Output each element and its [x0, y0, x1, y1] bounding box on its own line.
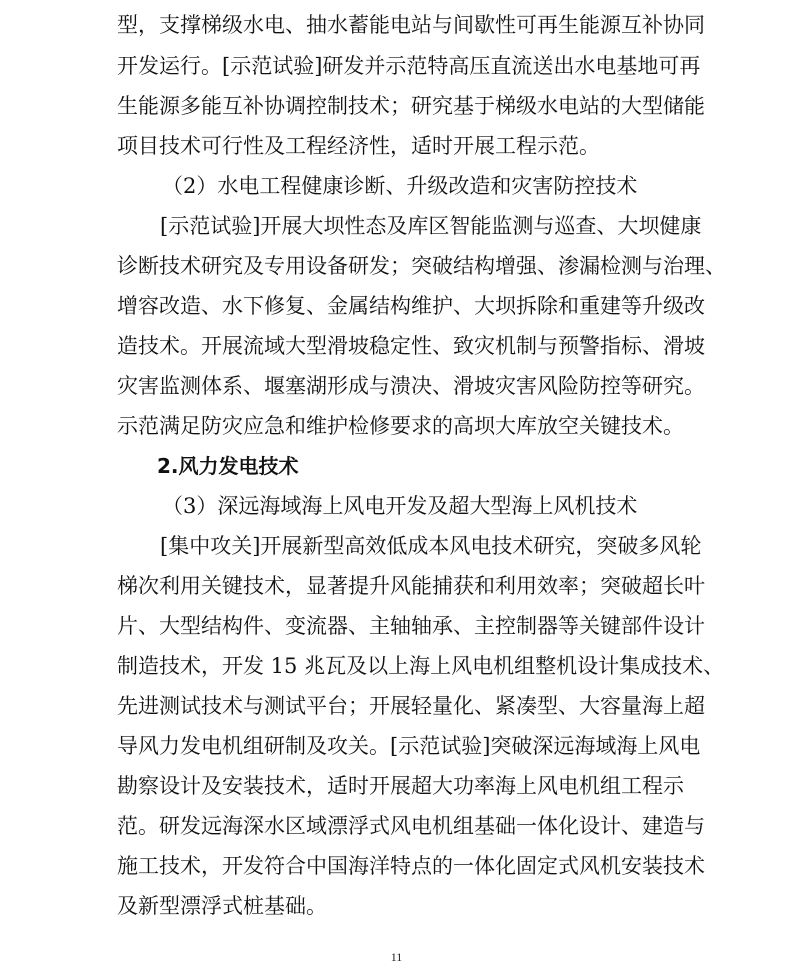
body-text-line: 示范满足防灾应急和维护检修要求的高坝大库放空关键技术。	[117, 414, 684, 438]
body-text-line: 先进测试技术与测试平台；开展轻量化、紧凑型、大容量海上超	[117, 694, 705, 718]
body-text-line: 诊断技术研究及专用设备研发；突破结构增强、渗漏检测与治理、	[117, 254, 726, 278]
body-text-line: 造技术。开展流域大型滑坡稳定性、致灾机制与预警指标、滑坡	[117, 334, 705, 358]
body-text-line: 开发运行。[示范试验]研发并示范特高压直流送出水电基地可再	[117, 54, 701, 78]
body-text-line: 灾害监测体系、堰塞湖形成与溃决、滑坡灾害风险防控等研究。	[117, 374, 705, 398]
body-text-line: 型，支撑梯级水电、抽水蓄能电站与间歇性可再生能源互补协同	[117, 13, 705, 37]
section-subheading: （3）深远海域海上风电开发及超大型海上风机技术	[162, 494, 638, 518]
body-text-line: 生能源多能互补协调控制技术；研究基于梯级水电站的大型储能	[117, 94, 705, 118]
body-text-line: [集中攻关]开展新型高效低成本风电技术研究，突破多风轮	[160, 534, 702, 558]
body-text-line: [示范试验]开展大坝性态及库区智能监测与巡查、大坝健康	[160, 214, 702, 238]
body-text-line: 增容改造、水下修复、金属结构维护、大坝拆除和重建等升级改	[117, 294, 705, 318]
page-number: 11	[390, 950, 403, 964]
body-text-line: 制造技术，开发 15 兆瓦及以上海上风电机组整机设计集成技术、	[117, 654, 725, 678]
body-text-line: 勘察设计及安装技术，适时开展超大功率海上风电机组工程示	[117, 774, 684, 798]
body-text-line: 施工技术，开发符合中国海洋特点的一体化固定式风机安装技术	[117, 854, 705, 878]
section-subheading: （2）水电工程健康诊断、升级改造和灾害防控技术	[162, 174, 638, 198]
body-text-line: 范。研发远海深水区域漂浮式风电机组基础一体化设计、建造与	[117, 814, 705, 838]
body-text-line: 导风力发电机组研制及攻关。[示范试验]突破深远海域海上风电	[117, 734, 701, 758]
body-text-line: 梯次利用关键技术，显著提升风能捕获和利用效率；突破超长叶	[117, 574, 705, 598]
body-text-line: 片、大型结构件、变流器、主轴轴承、主控制器等关键部件设计	[117, 614, 705, 638]
section-heading: 2.风力发电技术	[157, 454, 299, 478]
body-text-line: 项目技术可行性及工程经济性，适时开展工程示范。	[117, 134, 600, 158]
body-text-line: 及新型漂浮式桩基础。	[117, 894, 327, 918]
